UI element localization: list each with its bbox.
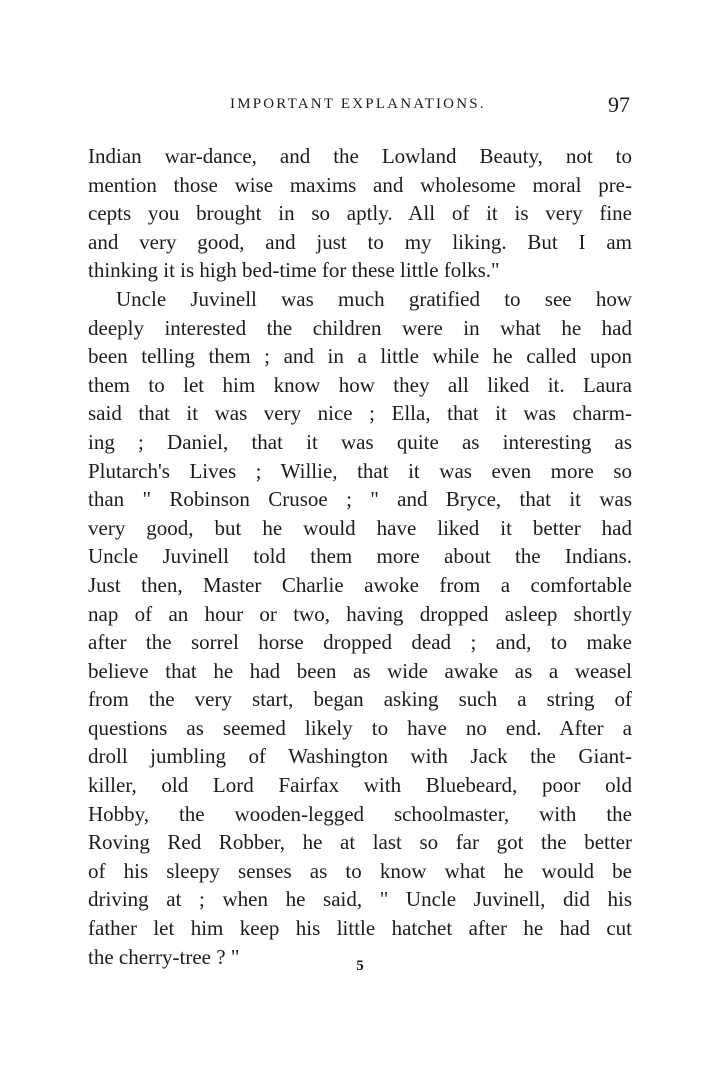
text-line: deeply interested the children were in what he had [88,315,632,340]
text-line: Plutarch's Lives ; Willie, that it was even more so [88,458,632,483]
text-line: nap of an hour or two, having dropped asleep shortly [88,601,632,626]
text-line: ing ; Daniel, that it was quite as interesting as [88,429,632,454]
signature-mark: 5 [356,958,364,974]
text-line: killer, old Lord Fairfax with Bluebeard, poor old [88,773,632,798]
text-line: believe that he had been as wide awake as a weasel [88,658,632,683]
text-line: the cherry-tree ? " [88,944,240,969]
text-line: them to let him know how they all liked it. Laura [88,372,632,397]
text-line: said that it was very nice ; Ella, that it was charm- [88,401,632,426]
text-line: been telling them ; and in a little while he called upon [88,344,632,369]
text-line: Indian war-dance, and the Lowland Beauty, not to [88,144,632,168]
paragraph-start-line: Uncle Juvinell was much gratified to see how [116,286,632,311]
page-number: 97 [608,92,630,117]
text-line: and very good, and just to my liking. But I am [88,229,632,254]
text-line: very good, but he would have liked it better had [88,515,632,540]
running-head [88,94,632,122]
text-line: from the very start, began asking such a string of [88,687,632,712]
text-line: questions as seemed likely to have no end. After a [88,715,632,740]
text-line: driving at ; when he said, " Uncle Juvinell, did his [88,887,632,912]
text-line: after the sorrel horse dropped dead ; and, to make [88,630,632,655]
text-line: thinking it is high bed-time for these little folks." [88,258,500,283]
text-line: Hobby, the wooden-legged schoolmaster, with the [88,801,632,826]
body-text [88,142,632,971]
text-line: Just then, Master Charlie awoke from a comfortable [88,572,632,597]
text-line: droll jumbling of Washington with Jack the Giant- [88,744,632,769]
text-line: of his sleepy senses as to know what he would be [88,858,632,883]
text-line: father let him keep his little hatchet after he had cut [88,916,632,941]
text-line: Roving Red Robber, he at last so far got the better [88,830,632,855]
running-title: IMPORTANT EXPLANATIONS. [230,96,486,112]
text-line: cepts you brought in so aptly. All of it is very fine [88,201,632,226]
text-line: Uncle Juvinell told them more about the Indians. [88,544,632,569]
text-line: mention those wise maxims and wholesome moral pre- [88,172,632,197]
text-line: than " Robinson Crusoe ; " and Bryce, that it was [88,487,632,512]
